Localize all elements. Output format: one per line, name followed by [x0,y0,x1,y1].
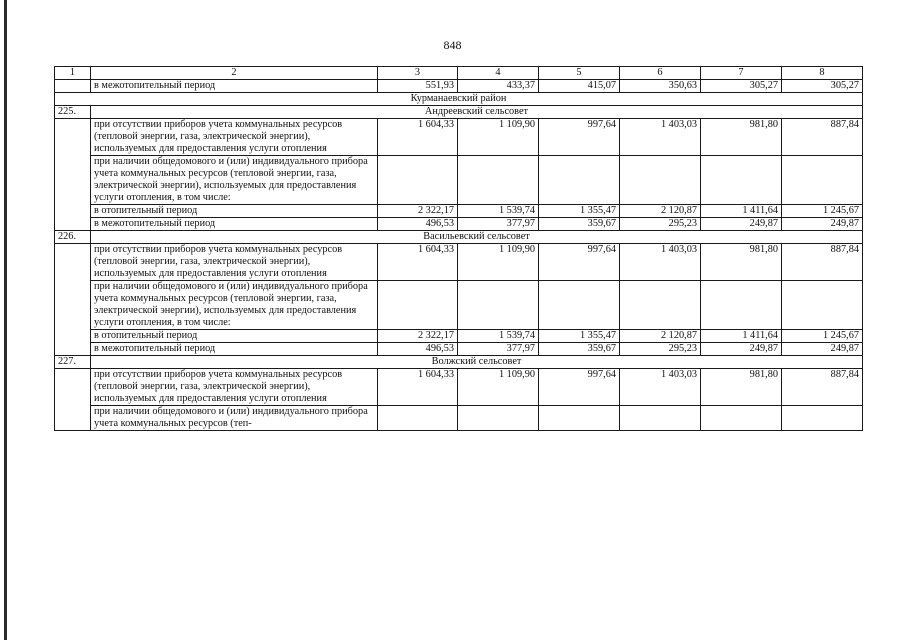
row-label: при наличии общедомового и (или) индивидуального прибора учета коммунальных ресурсов (тепловой энергии, газа, электрической энергии), используемых для предоставления услуги отопления, в том числе: [91,281,378,330]
table-row [55,343,863,356]
value-cell: 249,87 [701,218,782,231]
value-cell: 496,53 [378,343,458,356]
table-row [55,80,863,93]
row-label: при наличии общедомового и (или) индивидуального прибора учета коммунальных ресурсов (тепловой энергии, газа, электрической энергии), используемых для предоставления услуги отопления, в том числе: [91,156,378,205]
col-header-1: 1 [55,67,91,80]
col-header-4: 4 [458,67,539,80]
table-row [55,281,863,330]
value-cell: 887,84 [782,369,863,406]
value-cell: 1 604,33 [378,369,458,406]
value-cell: 1 245,67 [782,205,863,218]
value-cell: 1 109,90 [458,119,539,156]
value-cell: 2 120,87 [620,330,701,343]
entry-number: 225. [55,106,91,119]
value-cell: 887,84 [782,119,863,156]
value-cell: 2 120,87 [620,205,701,218]
value-cell: 1 355,47 [539,330,620,343]
value-cell: 496,53 [378,218,458,231]
settlement-row [55,356,863,369]
page-number: 848 [443,38,462,52]
value-cell: 997,64 [539,119,620,156]
settlement-name: Андреевский сельсовет [91,106,863,119]
row-label: при наличии общедомового и (или) индивидуального прибора учета коммунальных ресурсов (теп- [91,406,378,431]
table-row [55,218,863,231]
table-row [55,244,863,281]
settlement-name: Васильевский сельсовет [91,231,863,244]
value-cell: 981,80 [701,369,782,406]
value-cell: 1 403,03 [620,244,701,281]
value-cell: 1 403,03 [620,369,701,406]
value-cell: 359,67 [539,343,620,356]
table-row [55,369,863,406]
district-row [55,93,863,106]
col-header-6: 6 [620,67,701,80]
tariff-table [54,66,863,431]
value-cell: 1 539,74 [458,330,539,343]
value-cell: 2 322,17 [378,330,458,343]
row-label: при отсутствии приборов учета коммунальных ресурсов (тепловой энергии, газа, электрической энергии), используемых для предоставления услуги отопления [91,119,378,156]
value-cell: 359,67 [539,218,620,231]
value-cell: 1 355,47 [539,205,620,218]
value-cell: 997,64 [539,244,620,281]
value-cell: 1 109,90 [458,244,539,281]
table-row [55,156,863,205]
value-cell: 1 604,33 [378,119,458,156]
value-cell: 249,87 [782,218,863,231]
table-row [55,330,863,343]
value-cell: 415,07 [539,80,620,93]
value-cell: 295,23 [620,218,701,231]
value-cell: 305,27 [701,80,782,93]
row-label: в межотопительный период [91,343,378,356]
value-cell: 249,87 [701,343,782,356]
col-header-7: 7 [701,67,782,80]
value-cell: 1 245,67 [782,330,863,343]
table-row [55,406,863,431]
value-cell: 249,87 [782,343,863,356]
page-edge-rule [4,0,7,640]
col-header-5: 5 [539,67,620,80]
value-cell: 997,64 [539,369,620,406]
table-row [55,205,863,218]
value-cell: 350,63 [620,80,701,93]
col-header-8: 8 [782,67,863,80]
value-cell: 887,84 [782,244,863,281]
row-label: в межотопительный период [91,218,378,231]
entry-number: 226. [55,231,91,244]
value-cell: 305,27 [782,80,863,93]
value-cell: 1 411,64 [701,330,782,343]
row-label: в отопительный период [91,205,378,218]
value-cell: 981,80 [701,244,782,281]
row-label: в межотопительный период [91,80,378,93]
value-cell: 1 411,64 [701,205,782,218]
row-label: в отопительный период [91,330,378,343]
value-cell: 1 109,90 [458,369,539,406]
value-cell: 377,97 [458,218,539,231]
value-cell: 1 604,33 [378,244,458,281]
value-cell: 2 322,17 [378,205,458,218]
district-name: Курманаевский район [55,93,863,106]
settlement-name: Волжский сельсовет [91,356,863,369]
col-header-3: 3 [378,67,458,80]
header-row [55,67,863,80]
row-label: при отсутствии приборов учета коммунальных ресурсов (тепловой энергии, газа, электрической энергии), используемых для предоставления услуги отопления [91,244,378,281]
value-cell: 551,93 [378,80,458,93]
settlement-row [55,231,863,244]
entry-number: 227. [55,356,91,369]
value-cell: 433,37 [458,80,539,93]
col-header-2: 2 [91,67,378,80]
value-cell: 377,97 [458,343,539,356]
row-label: при отсутствии приборов учета коммунальных ресурсов (тепловой энергии, газа, электрической энергии), используемых для предоставления услуги отопления [91,369,378,406]
value-cell: 981,80 [701,119,782,156]
value-cell: 295,23 [620,343,701,356]
value-cell: 1 403,03 [620,119,701,156]
settlement-row [55,106,863,119]
table-row [55,119,863,156]
value-cell: 1 539,74 [458,205,539,218]
